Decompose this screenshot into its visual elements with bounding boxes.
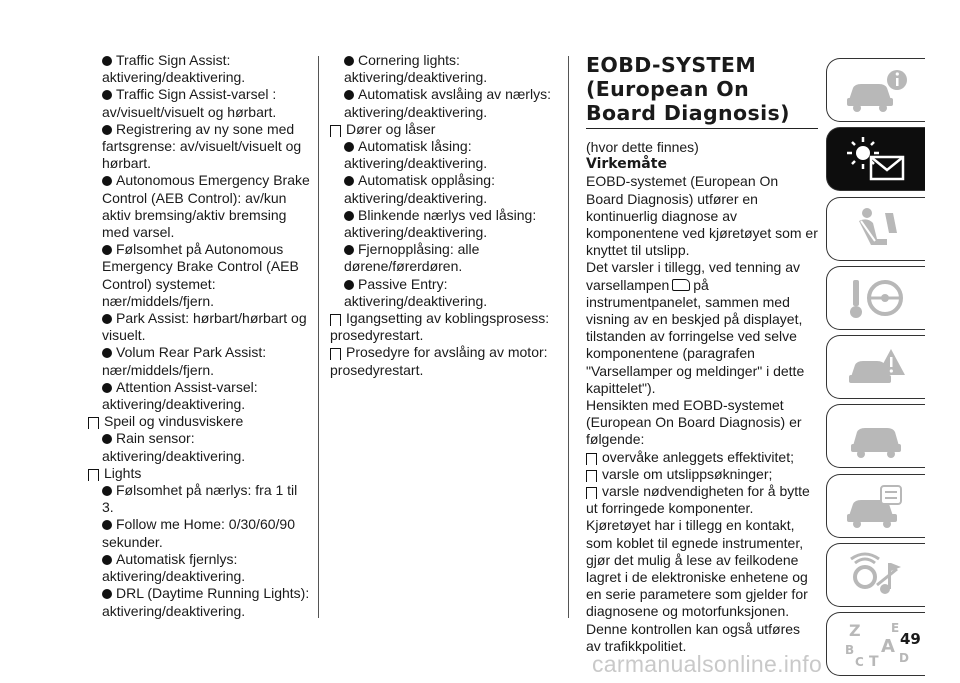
item-text: Prosedyre for avslåing av motor: prosedyrestart.	[330, 344, 548, 378]
bullet-dot-icon	[102, 314, 112, 324]
setting-bullet-item	[88, 551, 310, 585]
bullet-dot-icon	[102, 56, 112, 66]
bullet-dot-icon	[344, 211, 354, 221]
bullet-dot-icon	[102, 555, 112, 565]
item-text: Automatisk avslåing av nærlys: aktivering/deaktivering.	[344, 86, 551, 120]
item-text: Igangsetting av koblingsprosess: prosedyrestart.	[330, 310, 550, 344]
heading-line: Board Diagnosis)	[586, 101, 790, 125]
menu-bullet-icon	[88, 469, 99, 478]
setting-bullet-item	[330, 172, 560, 206]
item-text: Automatisk opplåsing: aktivering/deaktivering.	[344, 172, 495, 206]
item-text: Automatisk fjernlys: aktivering/deaktivering.	[102, 550, 246, 585]
heading-line: EOBD-SYSTEM	[586, 53, 757, 77]
list-item	[586, 466, 818, 483]
setting-bullet-item	[88, 310, 310, 344]
item-text: Follow me Home: 0/30/60/90 sekunder.	[102, 516, 295, 550]
seat-safety-icon	[841, 203, 911, 255]
column-divider	[568, 56, 569, 618]
item-text: Lights	[104, 464, 142, 481]
menu-bullet-icon	[586, 487, 597, 496]
bullet-dot-icon	[102, 486, 112, 496]
engine-warning-icon	[672, 279, 690, 291]
bullet-dot-icon	[344, 142, 354, 152]
availability-note: (hvor dette finnes)	[586, 139, 699, 155]
item-text: Registrering av ny sone med fartsgrense: av/visuelt/visuelt og hørbart.	[102, 120, 302, 172]
paragraph-text: på instrumentpanelet, sammen med visning av en beskjed på displayet, tilstanden av forringelse ved selve komponentene (paragrafen "Varsellamper og meldinger" i dette kapittelet").	[586, 276, 805, 396]
item-text: Park Assist: hørbart/hørbart og visuelt.	[102, 310, 307, 344]
middle-column	[330, 52, 560, 379]
menu-item	[88, 465, 310, 482]
watermark: carmanualsonline.info	[592, 651, 823, 677]
list-item-text: overvåke anleggets effektivitet;	[602, 448, 794, 465]
setting-bullet-item	[88, 86, 310, 120]
maintenance-icon	[841, 410, 911, 462]
tab-seat-safety[interactable]	[826, 197, 925, 261]
index-letter: A	[881, 636, 895, 658]
setting-bullet-item	[88, 121, 310, 173]
setting-bullet-item	[88, 172, 310, 241]
setting-bullet-item	[88, 379, 310, 413]
tab-car-info[interactable]	[826, 58, 925, 122]
right-column	[586, 52, 818, 655]
bullet-dot-icon	[344, 56, 354, 66]
bullet-dot-icon	[102, 125, 112, 135]
setting-bullet-item	[330, 276, 560, 310]
index-letter: Z	[849, 621, 861, 641]
list-item-text: varsle nødvendigheten for å bytte ut forringede komponenter.	[586, 483, 810, 517]
item-text: Cornering lights: aktivering/deaktivering.	[344, 52, 488, 86]
menu-bullet-icon	[586, 470, 597, 479]
item-text: Volum Rear Park Assist: nær/middels/fjern.	[102, 344, 267, 378]
heading-rule	[586, 128, 818, 129]
item-text: Dører og låser	[346, 120, 436, 137]
car-info-icon	[841, 64, 911, 116]
key-steering-icon	[841, 272, 911, 324]
menu-bullet-icon	[330, 348, 341, 357]
paragraph	[586, 259, 818, 397]
subheading: Virkemåte	[586, 156, 667, 173]
setting-bullet-item	[88, 241, 310, 310]
bullet-dot-icon	[102, 348, 112, 358]
tab-maintenance[interactable]	[826, 404, 925, 468]
setting-bullet-item	[330, 86, 560, 120]
left-column	[88, 52, 310, 620]
menu-bullet-icon	[586, 453, 597, 462]
index-letter: T	[869, 654, 879, 671]
bullet-dot-icon	[102, 520, 112, 530]
menu-item	[330, 121, 560, 138]
menu-item	[88, 413, 310, 430]
bullet-dot-icon	[344, 280, 354, 290]
item-text: Rain sensor: aktivering/deaktivering.	[102, 430, 246, 464]
menu-bullet-icon	[330, 125, 341, 134]
section-heading	[586, 55, 818, 124]
item-text: Følsomhet på Autonomous Emergency Brake Control (AEB Control) systemet: nær/middels/fjern.	[102, 241, 299, 309]
setting-bullet-item	[88, 585, 310, 619]
index-letter: B	[845, 643, 855, 658]
bullet-dot-icon	[344, 245, 354, 255]
column-divider	[318, 56, 319, 618]
item-text: Traffic Sign Assist: aktivering/deaktivering.	[102, 52, 246, 86]
bullet-dot-icon	[344, 176, 354, 186]
index-letter: E	[891, 621, 900, 636]
bullet-dot-icon	[344, 90, 354, 100]
paragraph: Hensikten med EOBD-systemet (European On Board Diagnosis) er følgende:	[586, 397, 802, 448]
tab-warning-lights[interactable]	[826, 127, 925, 191]
page-number: 49	[900, 630, 921, 648]
paragraph: Denne kontrollen kan også utføres av trafikkpolitiet.	[586, 620, 801, 654]
setting-bullet-item	[88, 52, 310, 86]
item-text: Fjernopplåsing: alle dørene/førerdøren.	[344, 241, 480, 275]
menu-bullet-icon	[88, 417, 99, 426]
menu-bullet-icon	[330, 314, 341, 323]
list-item	[586, 449, 818, 466]
emergency-icon	[841, 341, 911, 393]
bullet-dot-icon	[102, 90, 112, 100]
item-text: Speil og vindusviskere	[104, 413, 244, 430]
tab-key-steering[interactable]	[826, 266, 925, 330]
bullet-dot-icon	[102, 434, 112, 444]
bullet-dot-icon	[102, 589, 112, 599]
setting-bullet-item	[88, 344, 310, 378]
item-text: Attention Assist-varsel: aktivering/deaktivering.	[102, 378, 258, 413]
item-text: Traffic Sign Assist-varsel : av/visuelt/visuelt og hørbart.	[102, 86, 277, 120]
item-text: DRL (Daytime Running Lights): aktivering/deaktivering.	[102, 585, 310, 619]
item-text: Blinkende nærlys ved låsing: aktivering/deaktivering.	[344, 206, 537, 241]
multimedia-icon	[841, 549, 911, 601]
setting-bullet-item	[88, 430, 310, 464]
index-letter: D	[899, 651, 909, 666]
tab-technical-data[interactable]	[826, 474, 925, 538]
index-letter: C	[855, 655, 864, 670]
paragraph: Kjøretøyet har i tillegg en kontakt, som koblet til egnede instrumenter, gjør det mulig å lese av feilkodene lagret i de elektroniske enhetene og en serie parametere som gjelder for diagnosene og motorfunksjonen.	[586, 517, 808, 620]
paragraph-text: Det varsler i tillegg, ved tenning av varsellampen	[586, 259, 800, 293]
bullet-dot-icon	[102, 176, 112, 186]
item-text: Autonomous Emergency Brake Control (AEB Control): av/kun aktiv bremsing/aktiv bremsing med varsel.	[102, 172, 310, 241]
item-text: Følsomhet på nærlys: fra 1 til 3.	[102, 482, 298, 516]
paragraph: EOBD-systemet (European On Board Diagnosis) utfører en kontinuerlig diagnose av komponentene ved kjøretøyet som er knyttet til utslipp.	[586, 173, 818, 259]
item-text: Automatisk låsing: aktivering/deaktivering.	[344, 138, 488, 172]
setting-bullet-item	[330, 52, 560, 86]
setting-bullet-item	[88, 516, 310, 550]
setting-bullet-item	[330, 207, 560, 241]
list-item	[586, 483, 818, 517]
bullet-dot-icon	[102, 245, 112, 255]
tab-multimedia[interactable]	[826, 543, 925, 607]
heading-line: (European On	[586, 77, 750, 101]
bullet-dot-icon	[102, 383, 112, 393]
warning-lights-icon	[841, 133, 911, 185]
tab-emergency[interactable]	[826, 335, 925, 399]
technical-data-icon	[841, 480, 911, 532]
menu-item	[330, 344, 560, 378]
item-text: Passive Entry: aktivering/deaktivering.	[344, 275, 488, 309]
list-item-text: varsle om utslippsøkninger;	[602, 465, 773, 482]
setting-bullet-item	[88, 482, 310, 516]
chapter-tabs	[826, 58, 926, 682]
menu-item	[330, 310, 560, 344]
setting-bullet-item	[330, 241, 560, 275]
setting-bullet-item	[330, 138, 560, 172]
